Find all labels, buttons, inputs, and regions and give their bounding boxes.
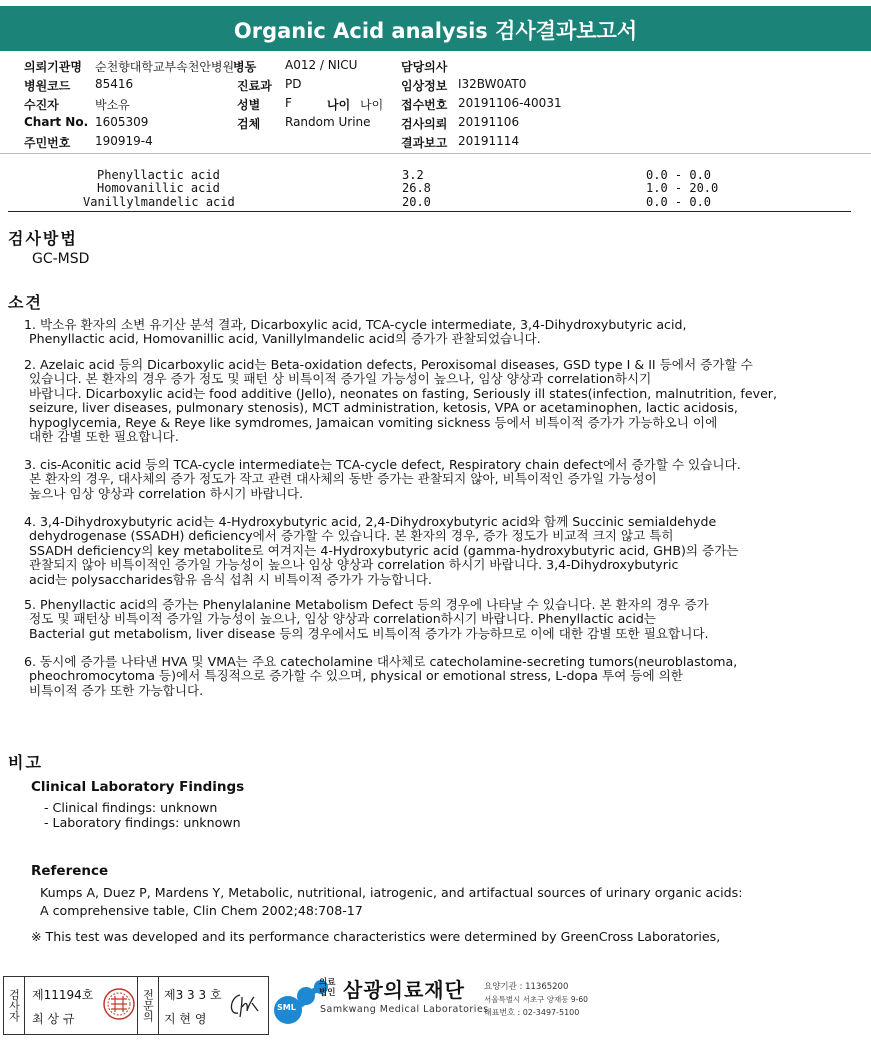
- id-no-label: 주민번호: [24, 136, 71, 150]
- finding-line: 비특이적 증가 또한 가능합니다.: [29, 682, 204, 698]
- department-label: 진료과: [237, 79, 272, 93]
- reference-title: Reference: [31, 863, 109, 879]
- clinical-findings-item: - Clinical findings: unknown: [44, 800, 218, 815]
- method-heading: 검사방법: [8, 229, 78, 248]
- finding-line: hypoglycemia, Reye & Reye like symdromes, Jamaican vomiting sickness 등에서 비특이적 증가가 가능하오니 이에: [29, 414, 718, 430]
- finding-line: 바랍니다. Dicarboxylic acid는 food additive (Jello), neonates on fasting, Seriously ill states(infection, malnutrition, fever,: [29, 385, 777, 401]
- finding-line: dehydrogenase (SSADH) deficiency에서 증가할 수 있습니다. 본 환자의 경우, 증가 정도가 비교적 크지 않고 특히: [29, 528, 674, 544]
- remarks-heading: 비고: [8, 753, 43, 772]
- finding-line: SSADH deficiency의 key metabolite로 여겨지는 4-Hydroxybutyric acid (gamma-hydroxybutyric acid, GHB)의 증가는: [29, 542, 739, 558]
- inspector-license: 제11194호: [32, 988, 94, 1002]
- result-name: Homovanillic acid: [97, 181, 220, 195]
- org-prefix: 의료법인: [319, 978, 336, 998]
- clinical-info-value: I32BW0AT0: [458, 77, 527, 91]
- hospital-code-label: 병원코드: [24, 79, 71, 93]
- hospital-code-value: 85416: [95, 77, 134, 91]
- report-footer: [0, 962, 871, 1040]
- ward-value: A012 / NICU: [285, 58, 358, 72]
- report-title: Organic Acid analysis 검사결과보고서: [233, 19, 638, 43]
- age-value: 나이: [360, 98, 384, 112]
- finding-line: 1. 박소유 환자의 소변 유기산 분석 결과, Dicarboxylic acid, TCA-cycle intermediate, 3,4-Dihydroxybutyric acid,: [24, 317, 687, 332]
- sex-value: F: [285, 96, 292, 110]
- inspector-name: 최 상 규: [32, 1012, 75, 1026]
- finding-line: 2. Azelaic acid 등의 Dicarboxylic acid는 Beta-oxidation defects, Peroxisomal diseases, GSD type I & II 등에서 증가할 수: [24, 357, 753, 372]
- result-value: 3.2: [402, 168, 424, 182]
- report-title-banner: [0, 6, 871, 51]
- finding-line: 높으나 임상 양상과 correlation 하시기 바랍니다.: [29, 485, 304, 501]
- org-phone: 대표번호 : 02-3497-5100: [484, 1008, 580, 1017]
- org-english-name: Samkwang Medical Laboratories: [320, 1004, 489, 1015]
- finding-paragraph-2: [24, 358, 864, 444]
- institution-label: 의뢰기관명: [24, 60, 82, 74]
- finding-line: 있습니다. 본 환자의 경우 증가 정도 및 패턴 상 비특이적 증가일 가능성이 높으나, 임상 양상과 correlation하시기: [29, 371, 652, 387]
- result-range: 0.0 - 0.0: [646, 195, 712, 209]
- clinical-info-label: 임상정보: [401, 79, 448, 93]
- org-code: 요양기관 : 11365200: [484, 982, 569, 992]
- reference-line: Kumps A, Duez P, Mardens Y, Metabolic, nutritional, iatrogenic, and artifactual sources of urinary organic acids:: [40, 885, 743, 900]
- org-address: 서울특별시 서초구 양재동 9-60: [484, 995, 588, 1004]
- receipt-no-label: 접수번호: [401, 98, 448, 112]
- inspector-seal: [102, 987, 136, 1021]
- inspector-label: [4, 977, 25, 1034]
- finding-paragraph-1: [24, 318, 864, 347]
- request-date-label: 검사의뢰: [401, 117, 448, 131]
- chart-no-value: 1605309: [95, 115, 149, 129]
- chart-no-label: Chart No.: [24, 115, 89, 129]
- finding-line: 본 환자의 경우, 대사체의 증가 정도가 작고 관련 대사체의 동반 증가는 관찰되지 않아, 비특이적인 증가일 가능성이: [29, 471, 657, 487]
- institution-value: 순천향대학교부속천안병원: [95, 60, 235, 74]
- doctor-label: 담당의사: [401, 60, 448, 74]
- finding-line: 대한 감별 또한 필요합니다.: [29, 429, 179, 445]
- result-value: 26.8: [402, 181, 431, 195]
- finding-line: 4. 3,4-Dihydroxybutyric acid는 4-Hydroxybutyric acid, 2,4-Dihydroxybutyric acid와 함께 Succinic semialdehyde: [24, 514, 717, 529]
- signature-box: [3, 976, 269, 1035]
- department-value: PD: [285, 77, 302, 91]
- sex-label: 성별: [237, 98, 261, 112]
- specialist-license: 제3 3 3 호: [164, 988, 222, 1002]
- result-date-value: 20191114: [458, 134, 520, 148]
- result-name: Phenyllactic acid: [97, 168, 220, 182]
- inspector-label-text: 검사자: [7, 989, 21, 1022]
- specialist-name: 지 현 영: [164, 1012, 207, 1026]
- patient-value: 박소유: [95, 98, 130, 112]
- finding-line: 정도 및 패턴상 비특이적 증가일 가능성이 높으나, 임상 양상과 correlation하시기 바랍니다. Phenyllactic acid는: [29, 611, 656, 627]
- finding-line: pheochromocytoma 등)에서 특징적으로 증가할 수 있으며, physical or emotional stress, L-dopa 투여 등에 의한: [29, 668, 683, 684]
- finding-line: Phenyllactic acid, Homovanillic acid, Vanillylmandelic acid의 증가가 관찰되었습니다.: [29, 331, 541, 347]
- header-divider: [0, 153, 871, 154]
- specialist-signature-icon: [226, 989, 262, 1023]
- laboratory-findings-item: - Laboratory findings: unknown: [44, 815, 241, 830]
- finding-paragraph-4: [24, 515, 864, 587]
- result-range: 1.0 - 20.0: [646, 181, 719, 195]
- result-name: Vanillylmandelic acid: [83, 195, 235, 209]
- result-value: 20.0: [402, 195, 431, 209]
- ward-label: 병동: [233, 60, 257, 74]
- finding-paragraph-5: [24, 598, 864, 641]
- finding-paragraph-3: [24, 458, 864, 501]
- finding-line: seizure, liver diseases, pulmonary stenosis), MCT administration, ketosis, VPA or acetaminophen, lactic acidosis,: [29, 400, 738, 416]
- clinical-findings-title: Clinical Laboratory Findings: [31, 779, 245, 795]
- method-value: GC-MSD: [32, 251, 90, 267]
- request-date-value: 20191106: [458, 115, 520, 129]
- findings-heading: 소견: [8, 293, 43, 312]
- id-no-value: 190919-4: [95, 134, 153, 148]
- test-development-note: ※ This test was developed and its performance characteristics were determined by GreenCross Laboratories,: [31, 929, 721, 944]
- sml-logo-text: SML: [277, 1003, 296, 1012]
- reference-line: A comprehensive table, Clin Chem 2002;48:708-17: [40, 903, 363, 918]
- results-divider: [8, 211, 851, 212]
- age-label: 나이: [327, 98, 351, 112]
- finding-paragraph-6: [24, 655, 864, 698]
- receipt-no-value: 20191106-40031: [458, 96, 562, 110]
- specialist-label-text: 전문의: [141, 989, 155, 1022]
- specimen-value: Random Urine: [285, 115, 371, 129]
- finding-line: 3. cis-Aconitic acid 등의 TCA-cycle intermediate는 TCA-cycle defect, Respiratory chain defect에서 증가할 수 있습니다.: [24, 457, 741, 472]
- finding-line: Bacterial gut metabolism, liver disease 등의 경우에서도 비특이적 증가가 가능하므로 이에 대한 감별 또한 필요합니다.: [29, 625, 709, 641]
- finding-line: acid는 polysaccharides함유 음식 섭취 시 비특이적 증가가 가능합니다.: [29, 571, 432, 587]
- org-name: 삼광의료재단: [343, 978, 465, 1002]
- specialist-label: [137, 977, 159, 1034]
- specimen-label: 검체: [237, 117, 261, 131]
- finding-line: 5. Phenyllactic acid의 증가는 Phenylalanine Metabolism Defect 등의 경우에 나타날 수 있습니다. 본 환자의 경우 증가: [24, 597, 709, 612]
- result-date-label: 결과보고: [401, 136, 448, 150]
- finding-line: 6. 동시에 증가를 나타낸 HVA 및 VMA는 주요 catecholamine 대사체로 catecholamine-secreting tumors(neuroblastoma,: [24, 654, 738, 669]
- result-range: 0.0 - 0.0: [646, 168, 712, 182]
- finding-line: 관찰되지 않아 비특이적인 증가일 가능성이 높으나 임상 양상과 correlation 하시기 바랍니다. 3,4-Dihydroxybutyric: [29, 557, 679, 573]
- patient-label: 수진자: [24, 98, 59, 112]
